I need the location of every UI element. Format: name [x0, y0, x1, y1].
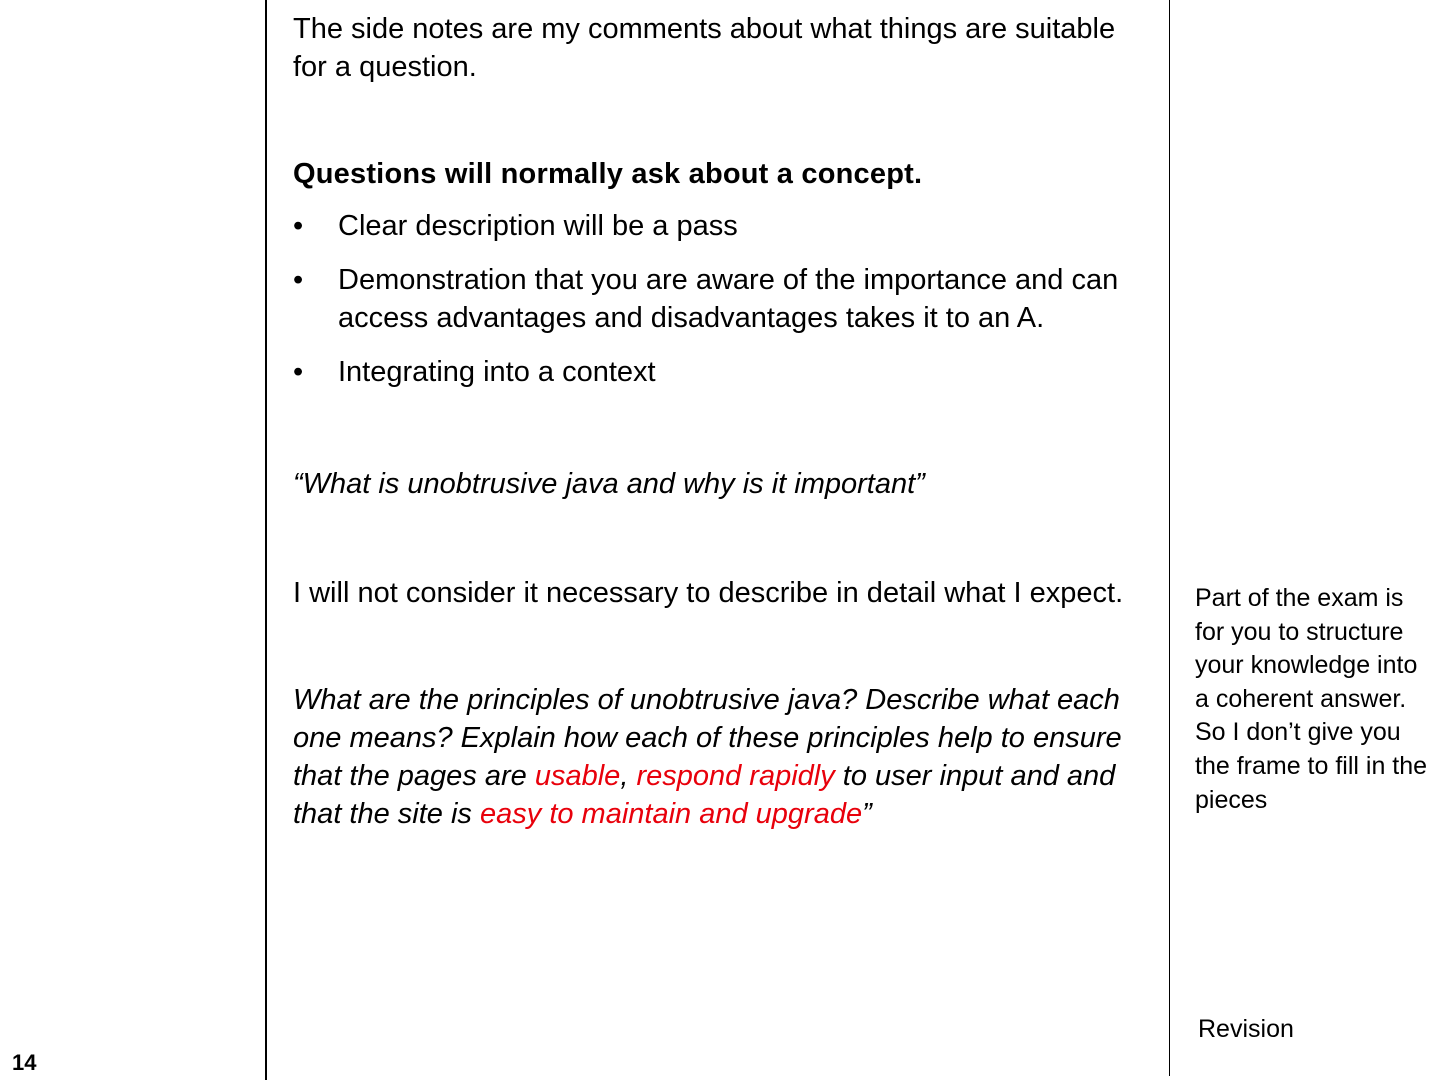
highlight-respond-rapidly: respond rapidly	[636, 760, 835, 792]
question-separator: ,	[620, 760, 637, 792]
list-item-text: Clear description will be a pass	[338, 210, 738, 242]
highlight-easy-to-maintain: easy to maintain and upgrade	[480, 798, 863, 830]
highlight-usable: usable	[534, 760, 621, 792]
side-note: Part of the exam is for you to structure your knowledge into a coherent answer. So I don’t give you the frame to fill in the pieces	[1195, 584, 1428, 814]
intro-paragraph: The side notes are my comments about what things are suitable for a question.	[293, 13, 1116, 83]
grading-criteria-list	[293, 207, 1153, 391]
section-heading: Questions will normally ask about a concept.	[293, 158, 923, 190]
right-margin-rule	[1169, 0, 1170, 1076]
list-item-text: Integrating into a context	[338, 356, 656, 388]
left-margin-rule	[265, 0, 267, 1080]
question-text: What are the principles of unobtrusive java? Describe what each one means? Explain how each of these principles help to ensure that the pages are	[293, 684, 1122, 792]
footer-label: Revision	[1198, 1015, 1294, 1043]
expectation-paragraph: I will not consider it necessary to describe in detail what I expect.	[293, 577, 1124, 609]
list-item	[293, 261, 1148, 337]
question-text: to user input and and that the site is	[293, 760, 1116, 830]
question-closing-quote: ”	[862, 798, 872, 830]
bullet-icon: •	[293, 264, 304, 296]
list-item	[293, 353, 1148, 391]
list-item-text: Demonstration that you are aware of the importance and can access advantages and disadvantages takes it to an A.	[338, 264, 1119, 334]
list-item	[293, 207, 1148, 245]
detailed-question	[293, 681, 1153, 833]
bullet-icon: •	[293, 210, 304, 242]
bullet-icon: •	[293, 356, 304, 388]
example-question-quote: “What is unobtrusive java and why is it important”	[293, 468, 925, 500]
main-content	[293, 10, 1153, 833]
page-number: 14	[12, 1050, 37, 1075]
